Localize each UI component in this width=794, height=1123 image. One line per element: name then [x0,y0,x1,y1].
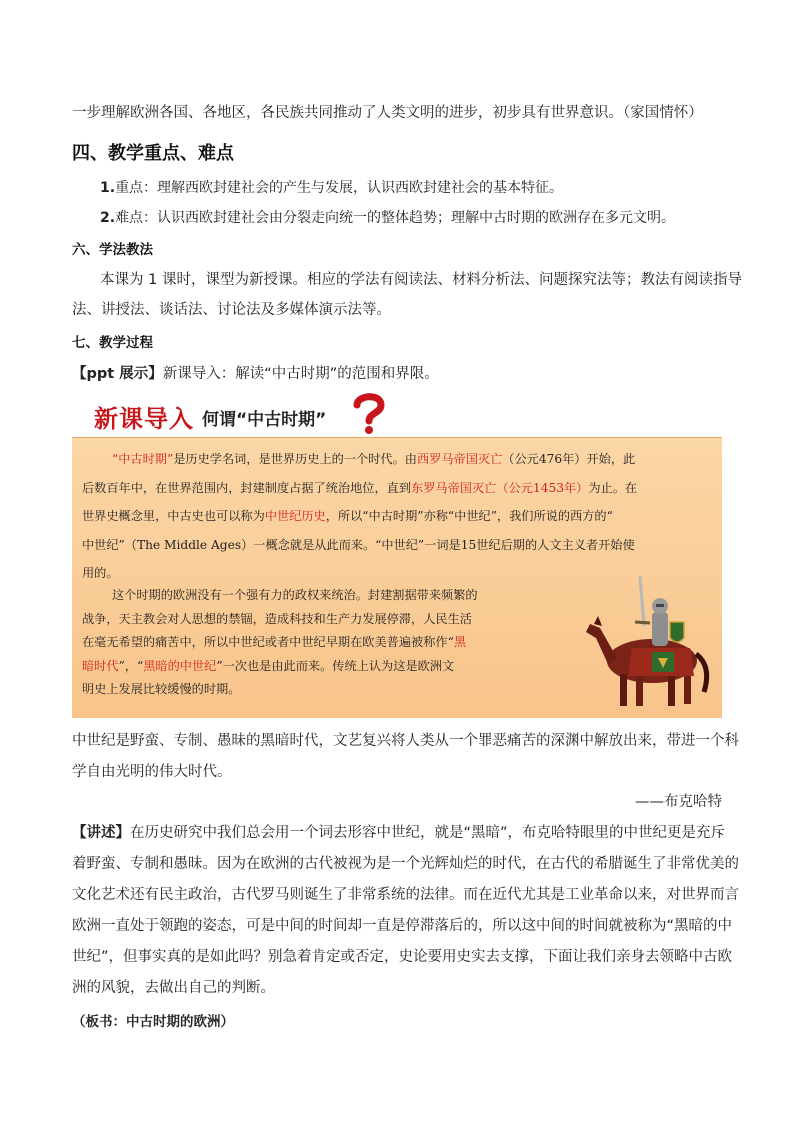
board-note: （板书：中古时期的欧洲） [72,1014,234,1030]
key-point-label: 1. [100,180,116,196]
section7-heading: 七、教学过程 [72,335,153,351]
lecture-line3: 文化艺术还有民主政治，古代罗马则诞生了非常系统的法律。而在近代尤其是工业革命以来，对世界而言 [72,887,739,903]
section6-line2: 法、讲授法、谈话法、讨论法及多媒体演示法等。 [72,302,391,318]
lecture-line5: 世纪”，但事实真的是如此吗？别急着肯定或否定，史论要用史实去支撑，下面让我们亲身去领略中古欧 [72,949,733,965]
slide-text-segment: 在毫无希望的痛苦中，所以中世纪或者中世纪早期在欧美普遍被称作“ [82,635,454,649]
difficult-point-text: 难点：认识西欧封建社会由分裂走向统一的整体趋势；理解中古时期的欧洲存在多元文明。 [115,210,676,226]
slide-text-segment: 西罗马帝国灭亡 [416,452,503,466]
quote-line1: 中世纪是野蛮、专制、愚昧的黑暗时代，文艺复兴将人类从一个罪恶痛苦的深渊中解放出来，带进一个科 [72,733,739,749]
slide-text-segment: 世界史概念里，中古史也可以称为 [82,509,265,523]
section6-line1: 本课为 1 课时，课型为新授课。相应的学法有阅读法、材料分析法、问题探究法等；教法有阅读指导 [100,272,742,288]
slide-text-segment: 暗时代 [82,658,119,673]
slide-text-segment: ”，“ [118,658,144,673]
ppt-tag: 【ppt 展示】 [72,366,163,382]
slide-text-segment: ，所以“中古时期”亦称“中世纪”，我们所说的西方的“ [325,509,613,523]
difficult-point [100,207,675,227]
slide-text-segment: 明史上发展比较缓慢的时期。 [82,682,241,696]
slide-text-segment: ”一次也是由此而来。传统上认为这是欧洲文 [216,658,455,673]
ppt-line [72,362,439,383]
section6-heading: 六、学法教法 [72,242,153,258]
ppt-text: 新课导入：解读“中古时期”的范围和界限。 [162,366,439,382]
slide-text-segment: 黑暗的中世纪 [143,658,217,673]
section4-heading: 四、教学重点、难点 [72,143,234,164]
slide-text-line [112,586,478,603]
slide-text-segment: 这个时期的欧洲没有一个强有力的政权来统治。封建割据带来频繁的 [112,588,478,602]
intro-line: 一步理解欧洲各国、各地区，各民族共同推动了人类文明的进步，初步具有世界意识。（家国情怀） [72,105,703,121]
slide-text-line [112,450,635,467]
lecture-line4: 欧洲一直处于领跑的姿态，可是中间的时间却一直是停滞落后的，所以这中间的时间就被称为“黑暗的中 [72,918,733,934]
lecture-line1 [72,821,725,842]
slide-text-line [82,507,613,524]
slide-text-segment: 东罗马帝国灭亡（公元1453年） [411,480,589,495]
knight-on-horse-icon [572,566,722,716]
key-point-text: 重点：理解西欧封建社会的产生与发展，认识西欧封建社会的基本特征。 [115,180,564,196]
slide-text-segment: 后数百年中，在世界范围内，封建制度占据了统治地位，直到 [82,480,412,495]
slide-text-line [82,633,466,650]
slide-text-segment: 黑 [453,635,467,649]
slide-text-line [82,564,119,581]
question-mark-icon [349,391,389,435]
lecture-tag: 【讲述】 [72,825,130,841]
lecture-line2: 着野蛮、专制和愚昧。因为在欧洲的古代被视为是一个光辉灿烂的时代，在古代的希腊诞生了非常优美的 [72,856,739,872]
key-point [100,177,563,197]
slide-text-segment: 战争，天主教会对人思想的禁锢，造成科技和生产力发展停滞，人民生活 [82,611,472,626]
slide-title [94,397,414,437]
slide-title-big: 新课导入 [94,405,194,433]
slide-text-segment: 中世纪”（The Middle Ages）一概念就是从此而来。“中世纪”一词是15世纪后期的人文主义者开始使 [82,537,635,552]
slide-text-segment: 是历史学名词，是世界历史上的一个时代。由 [173,452,417,466]
slide-title-sub: 何谓“中古时期” [202,410,327,430]
slide-text-line [82,610,472,627]
slide-text-line [82,657,454,674]
quote-line2: 学自由光明的伟大时代。 [72,764,232,780]
slide-panel [72,437,722,718]
lecture-line6: 洲的风貌，去做出自己的判断。 [72,980,275,996]
difficult-point-label: 2. [100,210,116,226]
slide-text-line [82,536,635,553]
slide-text-segment: （公元476年）开始，此 [502,452,636,466]
slide-text-line [82,479,637,496]
lecture-text-1: 在历史研究中我们总会用一个词去形容中世纪，就是“黑暗”，布克哈特眼里的中世纪更是充斥 [130,825,726,841]
slide-text-segment: 中世纪历史 [264,509,326,523]
slide-text-segment: “中古时期” [112,452,174,466]
quote-author: ——布克哈特 [635,794,722,810]
slide-text-segment: 用的。 [82,566,119,580]
slide-text-line [82,680,240,697]
slide-text-segment: 为止。在 [588,480,638,495]
